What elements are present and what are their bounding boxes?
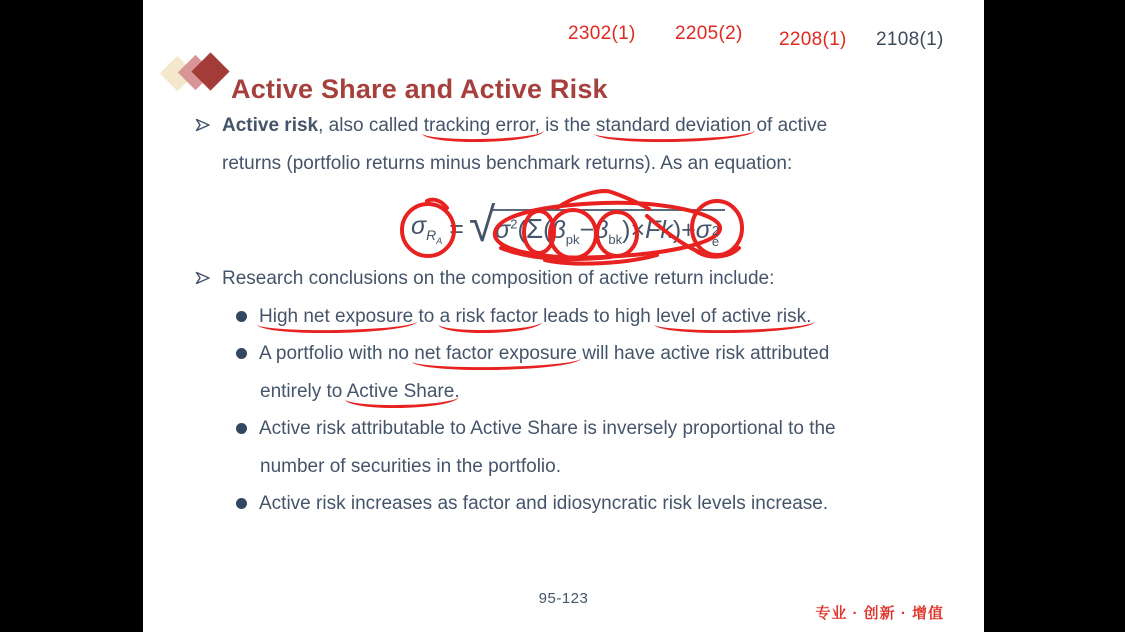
bullet-active-risk-line2 xyxy=(222,151,792,177)
radical-sign: √ xyxy=(468,199,496,252)
bullet-text: A portfolio with no net factor exposure will have active risk attributed xyxy=(259,343,830,364)
arrow-bullet-icon xyxy=(195,270,211,286)
sub-bullet-high-exposure xyxy=(236,304,811,330)
bullet-text: returns (portfolio returns minus benchmark returns). As an equation: xyxy=(222,153,793,174)
brand-slogan: 专业 · 创新 · 增值 xyxy=(815,605,944,622)
page-number: 95-123 xyxy=(538,590,589,607)
dot-bullet-icon xyxy=(236,311,247,322)
bullet-text: number of securities in the portfolio. xyxy=(260,456,561,477)
bullet-text: entirely to Active Share. xyxy=(260,381,460,402)
sub-bullet-inversely-proportional-line2 xyxy=(260,454,561,480)
equation-lhs: $\sigma_{R_A}$ xyxy=(411,212,443,246)
sub-bullet-risk-increases xyxy=(236,491,828,517)
bullet-text: Active risk attributable to Active Share is inversely proportional to the xyxy=(259,418,836,439)
bullet-text: Active risk, also called tracking error, is the standard deviation of active xyxy=(222,115,828,136)
red-underlined-term: Active Share xyxy=(346,381,455,402)
slide xyxy=(143,0,984,632)
red-underlined-term: level of active risk. xyxy=(656,306,812,327)
arrow-bullet-icon xyxy=(195,117,211,133)
active-risk-equation xyxy=(411,196,751,262)
red-underlined-term: a risk factor xyxy=(439,306,538,327)
red-underlined-term: net factor exposure xyxy=(414,343,577,364)
red-underlined-term: standard deviation xyxy=(595,115,752,136)
page-title: Active Share and Active Risk xyxy=(231,74,608,105)
sub-bullet-no-net-exposure-line2 xyxy=(260,379,460,405)
sub-bullet-no-net-exposure-line1 xyxy=(236,341,829,367)
dot-bullet-icon xyxy=(236,348,247,359)
red-underlined-term: High net exposure xyxy=(259,306,414,327)
equals-sign: = xyxy=(449,214,464,243)
exam-tag-2208: 2208(1) xyxy=(779,29,847,50)
bullet-research-conclusions xyxy=(195,266,774,292)
bullet-active-risk-line1 xyxy=(195,113,827,139)
dot-bullet-icon xyxy=(236,423,247,434)
dot-bullet-icon xyxy=(236,498,247,509)
equation-radicand: $\sigma^2(\Sigma(\beta_{pk}-\beta_{bk})\times Fk)+\sigma$ 2 e xyxy=(492,209,725,250)
sub-bullet-inversely-proportional-line1 xyxy=(236,416,836,442)
exam-tag-2302: 2302(1) xyxy=(568,23,636,44)
exam-tag-2108: 2108(1) xyxy=(876,29,944,50)
exam-tag-2205: 2205(2) xyxy=(675,23,743,44)
bullet-text: Research conclusions on the composition of active return include: xyxy=(222,268,775,289)
bullet-text: High net exposure to a risk factor leads to high level of active risk. xyxy=(259,306,812,327)
red-underlined-term: tracking error, xyxy=(423,115,540,136)
bullet-text: Active risk increases as factor and idiosyncratic risk levels increase. xyxy=(259,493,829,514)
